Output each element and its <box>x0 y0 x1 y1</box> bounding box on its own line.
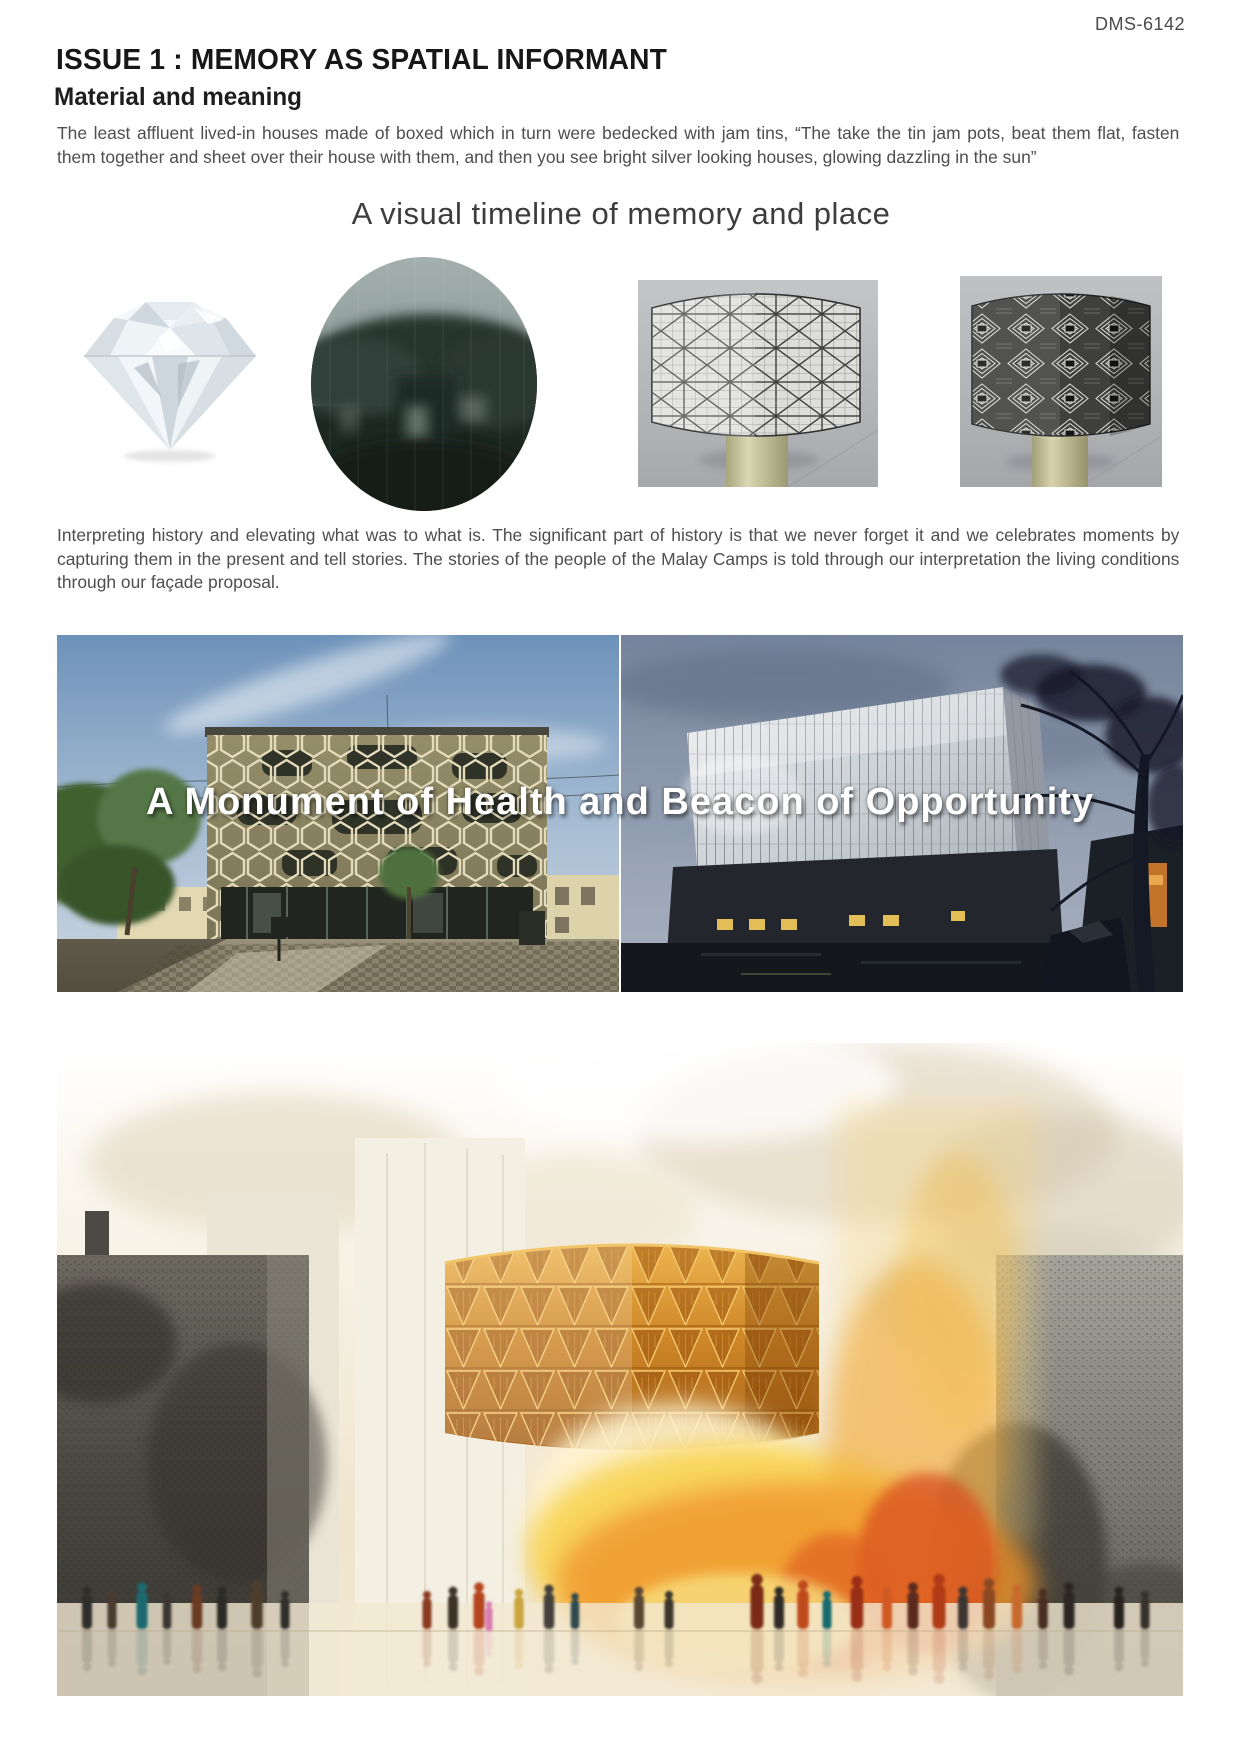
page-title: ISSUE 1 : MEMORY AS SPATIAL INFORMANT <box>56 44 667 76</box>
camp-photo-circle <box>310 256 538 512</box>
timeline-heading: A visual timeline of memory and place <box>351 196 891 231</box>
banner-photo-strip <box>57 635 1183 992</box>
facade-module-render-woven <box>960 276 1162 487</box>
banner-caption: A Monument of Health and Beacon of Opportunity <box>145 781 1095 823</box>
facade-module-render-wireframe <box>638 280 878 487</box>
paragraph-material: The least affluent lived-in houses made of boxed which in turn were bedecked with jam tins, “The take the tin jam pots, beat them flat, fasten them together and sheet over their house with them, and then you see bright silver looking houses, glowing dazzling in the sun” <box>57 123 1180 167</box>
page-subtitle: Material and meaning <box>54 83 302 111</box>
doc-code: DMS-6142 <box>1094 14 1185 34</box>
diamond-photo <box>74 268 266 466</box>
paragraph-interpretation: Interpreting history and elevating what was to what is. The significant part of history is that we never forget it and we celebrates moments by capturing them in the present and tell stories. The stories of the people of the Malay Camps is told through our interpretation the living conditions through our façade proposal. <box>57 525 1180 592</box>
concept-render-image <box>57 1043 1183 1696</box>
